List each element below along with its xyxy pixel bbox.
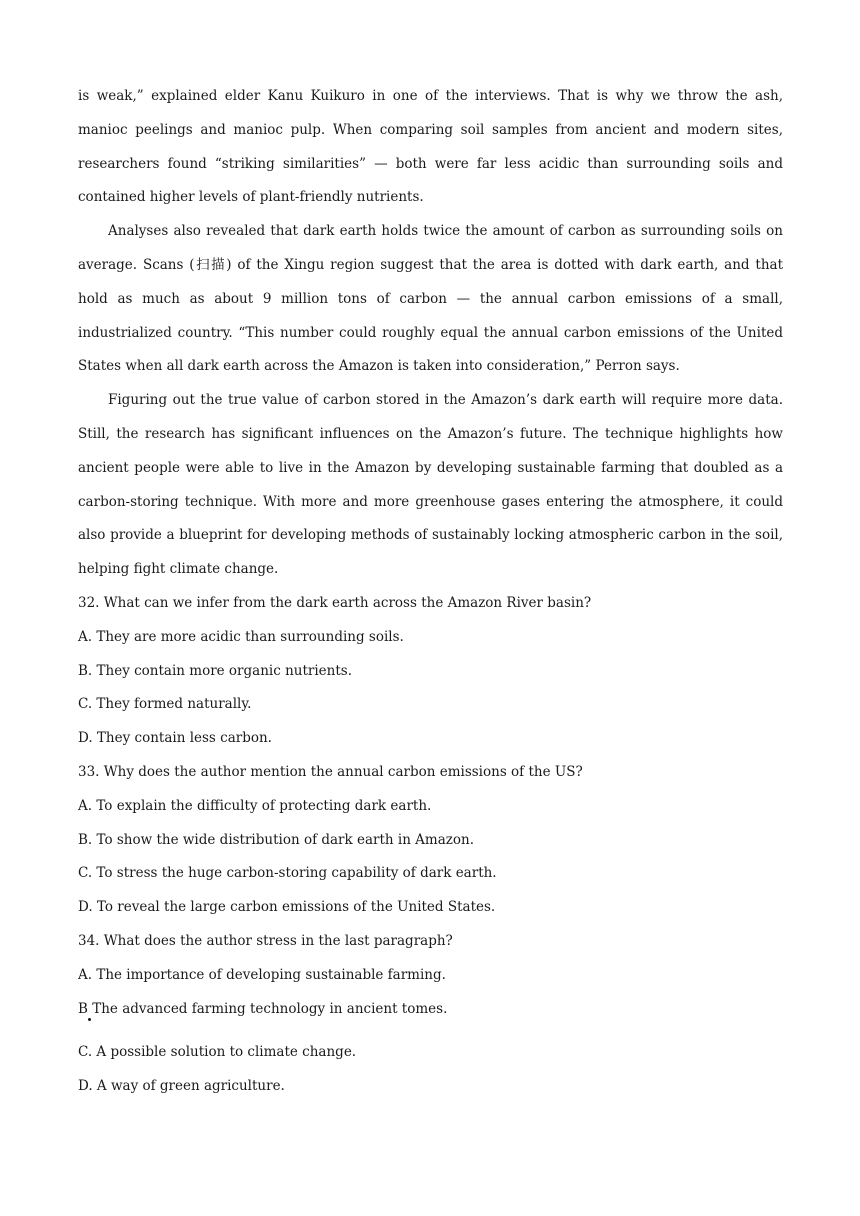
- stray-period-mark: [88, 1018, 91, 1021]
- passage-paragraph: Figuring out the true value of carbon stored in the Amazon’s dark earth will require more data. Still, the research has significant influences on the Amazon’s future. The technique highlights how ancient people were able to live in the Amazon by developing sustainable farming that doubled as a carbon-storing technique. With more and more greenhouse gases entering the atmosphere, it could also provide a blueprint for developing methods of sustainably locking atmospheric carbon in the soil, helping fight climate change.: [78, 392, 783, 578]
- reading-passage: [78, 80, 783, 587]
- answer-option: B. They contain more organic nutrients.: [78, 662, 352, 679]
- answer-option: C. To stress the huge carbon-storing capability of dark earth.: [78, 865, 497, 882]
- question-32: [78, 587, 783, 756]
- answer-option: A. To explain the difficulty of protecting dark earth.: [78, 797, 432, 814]
- answer-option: C. They formed naturally.: [78, 696, 252, 713]
- answer-option: A. They are more acidic than surrounding soils.: [78, 628, 404, 645]
- question-stem: 34. What does the author stress in the last paragraph?: [78, 932, 453, 949]
- answer-option: A. The importance of developing sustainable farming.: [78, 966, 446, 983]
- question-stem: 32. What can we infer from the dark earth across the Amazon River basin?: [78, 594, 592, 611]
- answer-option: B. To show the wide distribution of dark earth in Amazon.: [78, 831, 475, 848]
- passage-paragraph: is weak,” explained elder Kanu Kuikuro in one of the interviews. That is why we throw the ash, manioc peelings and manioc pulp. When comparing soil samples from ancient and modern sites, researchers found “striking similarities” — both were far less acidic than surrounding soils and contained higher levels of plant-friendly nutrients.: [78, 88, 783, 206]
- answer-option: C. A possible solution to climate change.: [78, 1044, 357, 1061]
- question-stem: 33. Why does the author mention the annual carbon emissions of the US?: [78, 763, 583, 780]
- question-33: [78, 756, 783, 925]
- answer-option: B The advanced farming technology in ancient tomes.: [78, 1000, 448, 1017]
- answer-option: D. A way of green agriculture.: [78, 1078, 285, 1095]
- answer-option: D. They contain less carbon.: [78, 730, 272, 747]
- question-34: [78, 925, 783, 1104]
- passage-paragraph: Analyses also revealed that dark earth holds twice the amount of carbon as surrounding soils on average. Scans (扫描) of the Xingu region suggest that the area is dotted with dark earth, and that hold as much as about 9 million tons of carbon — the annual carbon emissions of a small, industrialized country. “This number could roughly equal the annual carbon emissions of the United States when all dark earth across the Amazon is taken into consideration,” Perron says.: [78, 223, 783, 375]
- document-page: [78, 80, 783, 1104]
- answer-option: D. To reveal the large carbon emissions of the United States.: [78, 899, 496, 916]
